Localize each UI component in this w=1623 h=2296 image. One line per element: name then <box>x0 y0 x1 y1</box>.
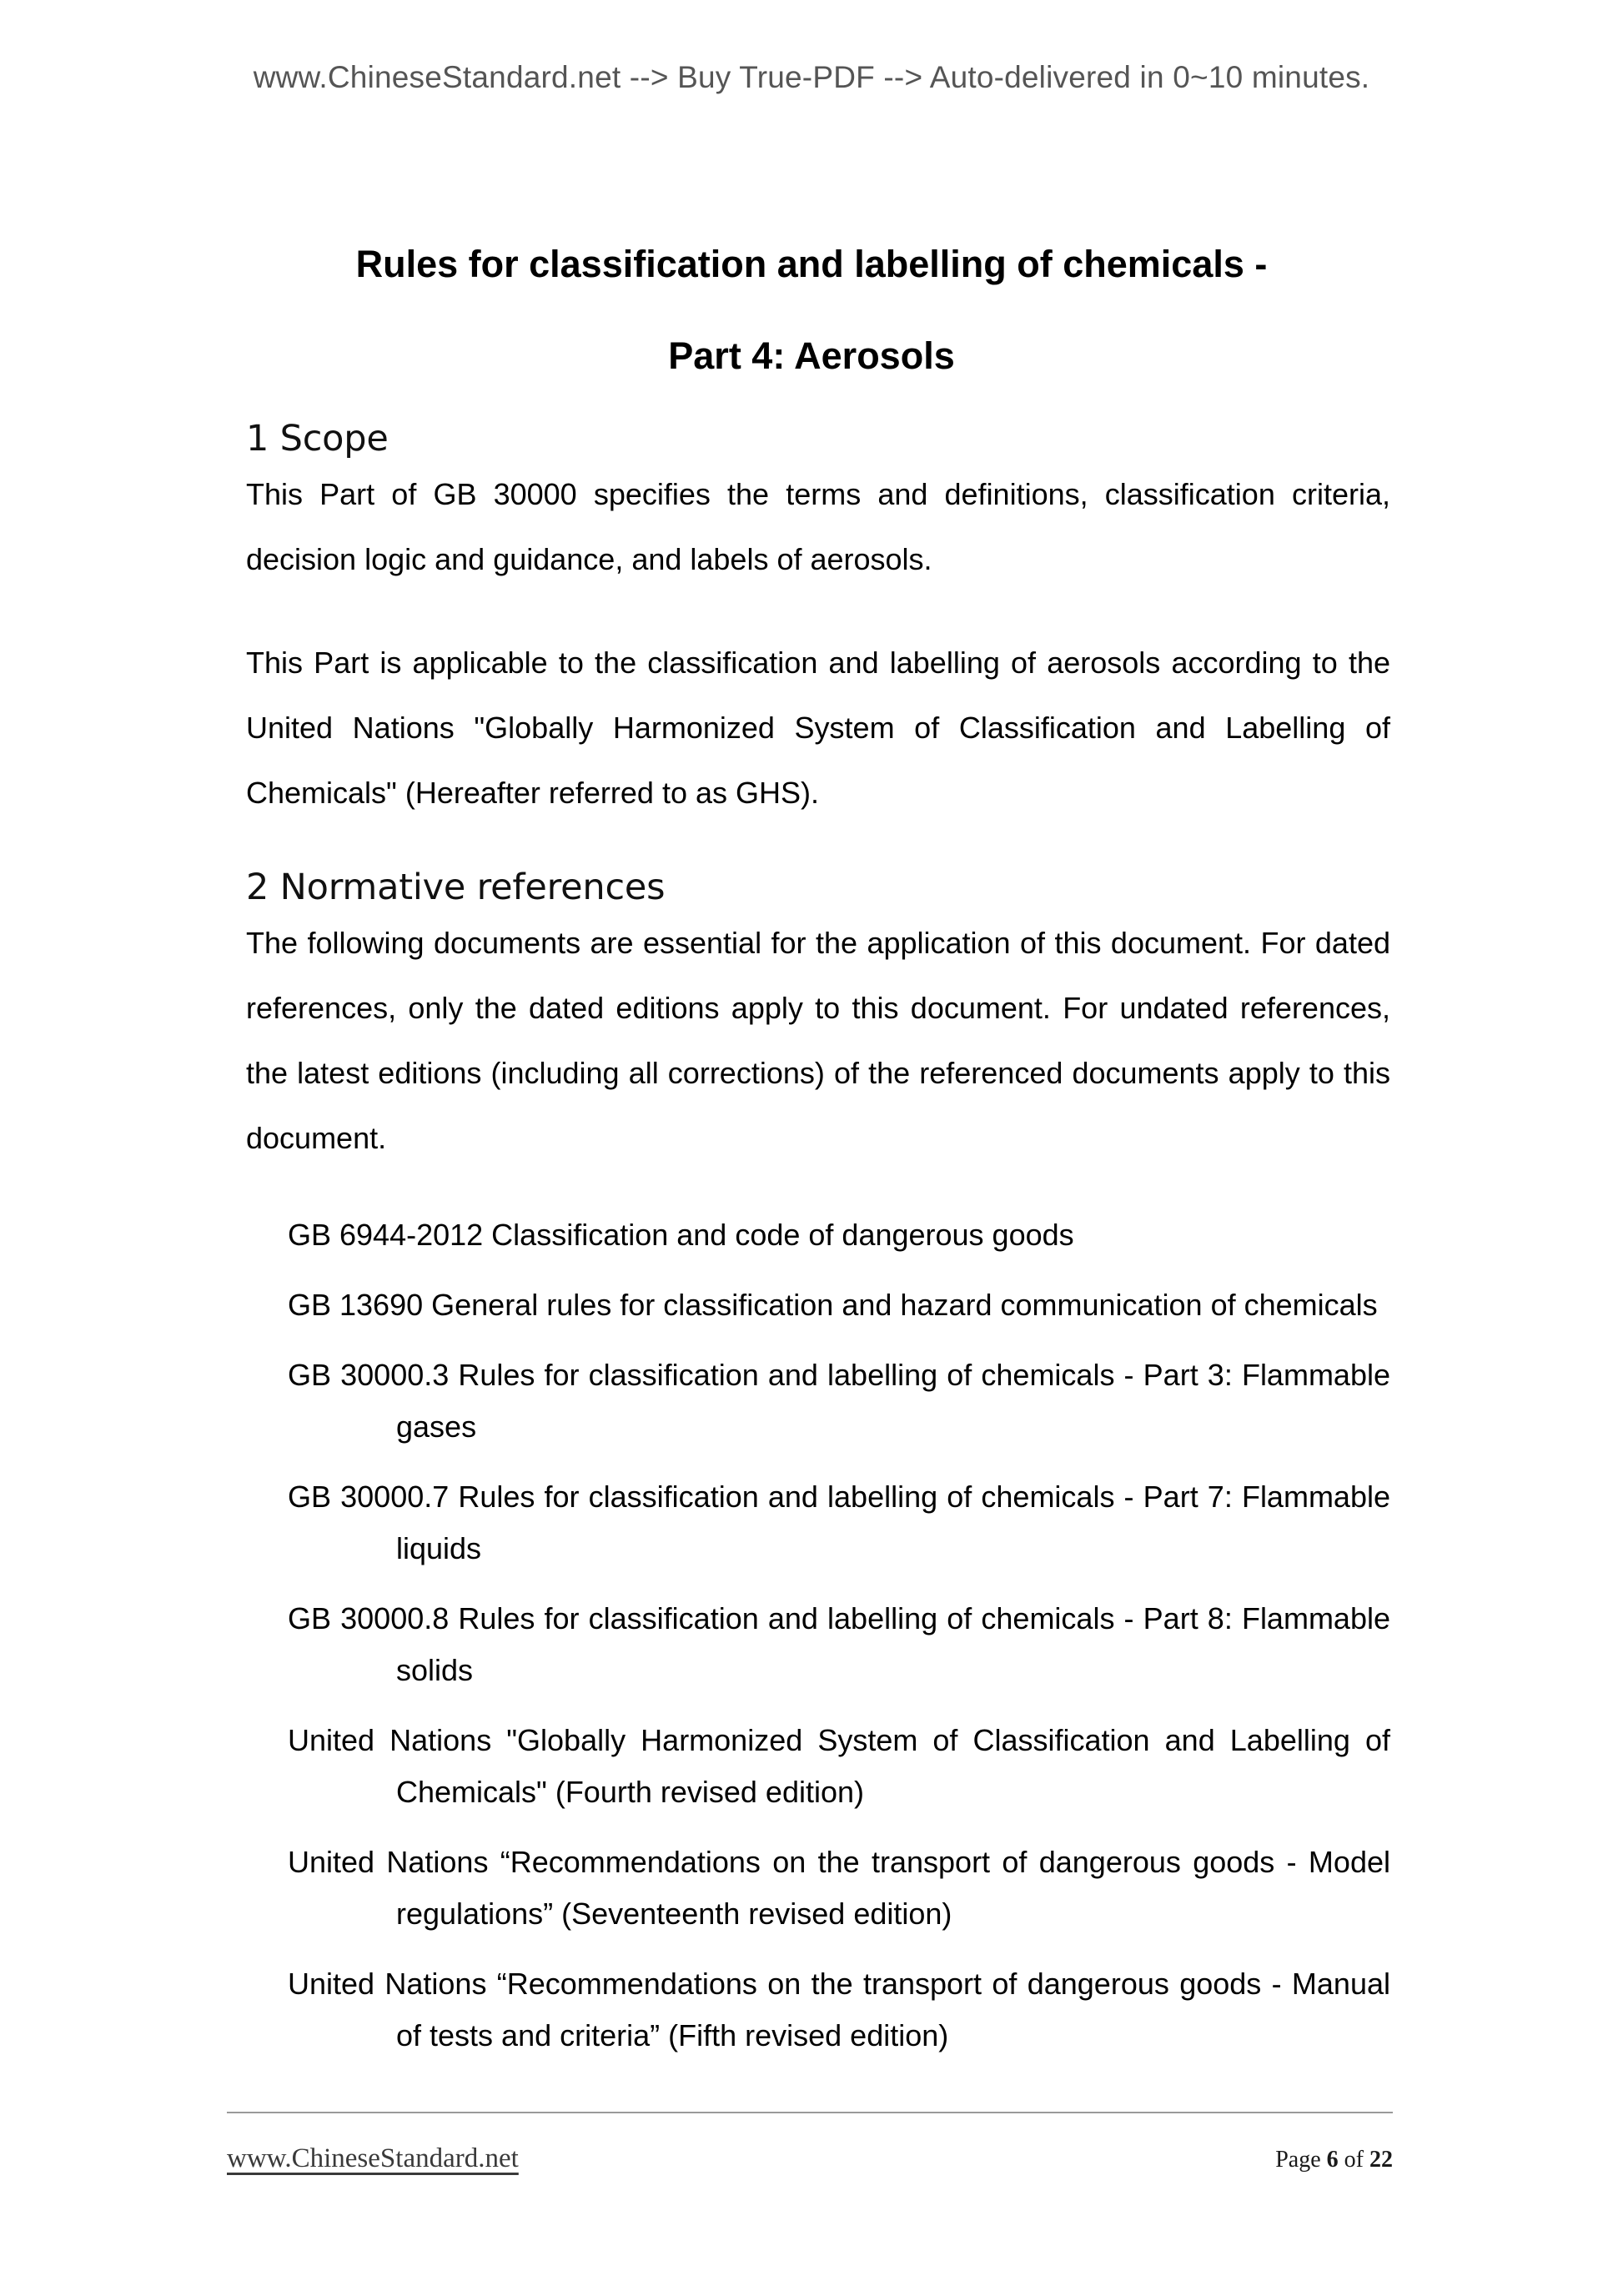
footer-site-link[interactable]: www.ChineseStandard.net <box>227 2143 519 2173</box>
normative-reference-list <box>246 1209 1390 2062</box>
reference-item: United Nations “Recommendations on the transport of dangerous goods - Manual of tests and criteria” (Fifth revised edition) <box>288 1967 1390 2052</box>
section-heading-scope: 1 Scope <box>246 418 389 460</box>
scope-paragraph-2: This Part is applicable to the classification and labelling of aerosols according to the United Nations "Globally Harmonized System of Classification and Labelling of Chemicals" (Hereafter referred to as GHS). <box>246 646 1390 810</box>
reference-item: GB 30000.8 Rules for classification and labelling of chemicals - Part 8: Flammable solids <box>288 1601 1390 1687</box>
document-title-line-2: Part 4: Aerosols <box>668 334 955 377</box>
footer-page-prefix: Page <box>1275 2147 1327 2173</box>
footer-total-pages: 22 <box>1369 2147 1393 2173</box>
reference-item: United Nations "Globally Harmonized System of Classification and Labelling of Chemicals" (Fourth revised edition) <box>288 1723 1390 1809</box>
promo-header-text: www.ChineseStandard.net --> Buy True-PDF --> Auto-delivered in 0~10 minutes. <box>253 60 1370 94</box>
reference-item: GB 6944-2012 Classification and code of dangerous goods <box>288 1218 1074 1252</box>
normative-references-paragraph-1: The following documents are essential for the application of this document. For dated references, only the dated editions apply to this document. For undated references, the latest editions (including all corrections) of the referenced documents apply to this document. <box>246 926 1390 1155</box>
footer-page-number <box>1275 2147 1393 2173</box>
section-heading-normative-references: 2 Normative references <box>246 867 666 908</box>
document-body <box>246 415 1390 2062</box>
reference-item: United Nations “Recommendations on the transport of dangerous goods - Model regulations” (Seventeenth revised edition) <box>288 1845 1390 1931</box>
footer-divider <box>227 2112 1393 2113</box>
reference-item: GB 13690 General rules for classification and hazard communication of chemicals <box>288 1288 1378 1322</box>
document-title <box>228 219 1395 402</box>
footer-page-middle: of <box>1338 2147 1369 2173</box>
footer-current-page: 6 <box>1326 2147 1339 2173</box>
reference-item: GB 30000.3 Rules for classification and labelling of chemicals - Part 3: Flammable gases <box>288 1358 1390 1444</box>
scope-paragraph-1: This Part of GB 30000 specifies the terms and definitions, classification criteria, decision logic and guidance, and labels of aerosols. <box>246 477 1390 576</box>
page-footer <box>227 2143 1393 2174</box>
document-title-line-1: Rules for classification and labelling of chemicals - <box>355 243 1268 285</box>
reference-item: GB 30000.7 Rules for classification and labelling of chemicals - Part 7: Flammable liquids <box>288 1480 1390 1565</box>
